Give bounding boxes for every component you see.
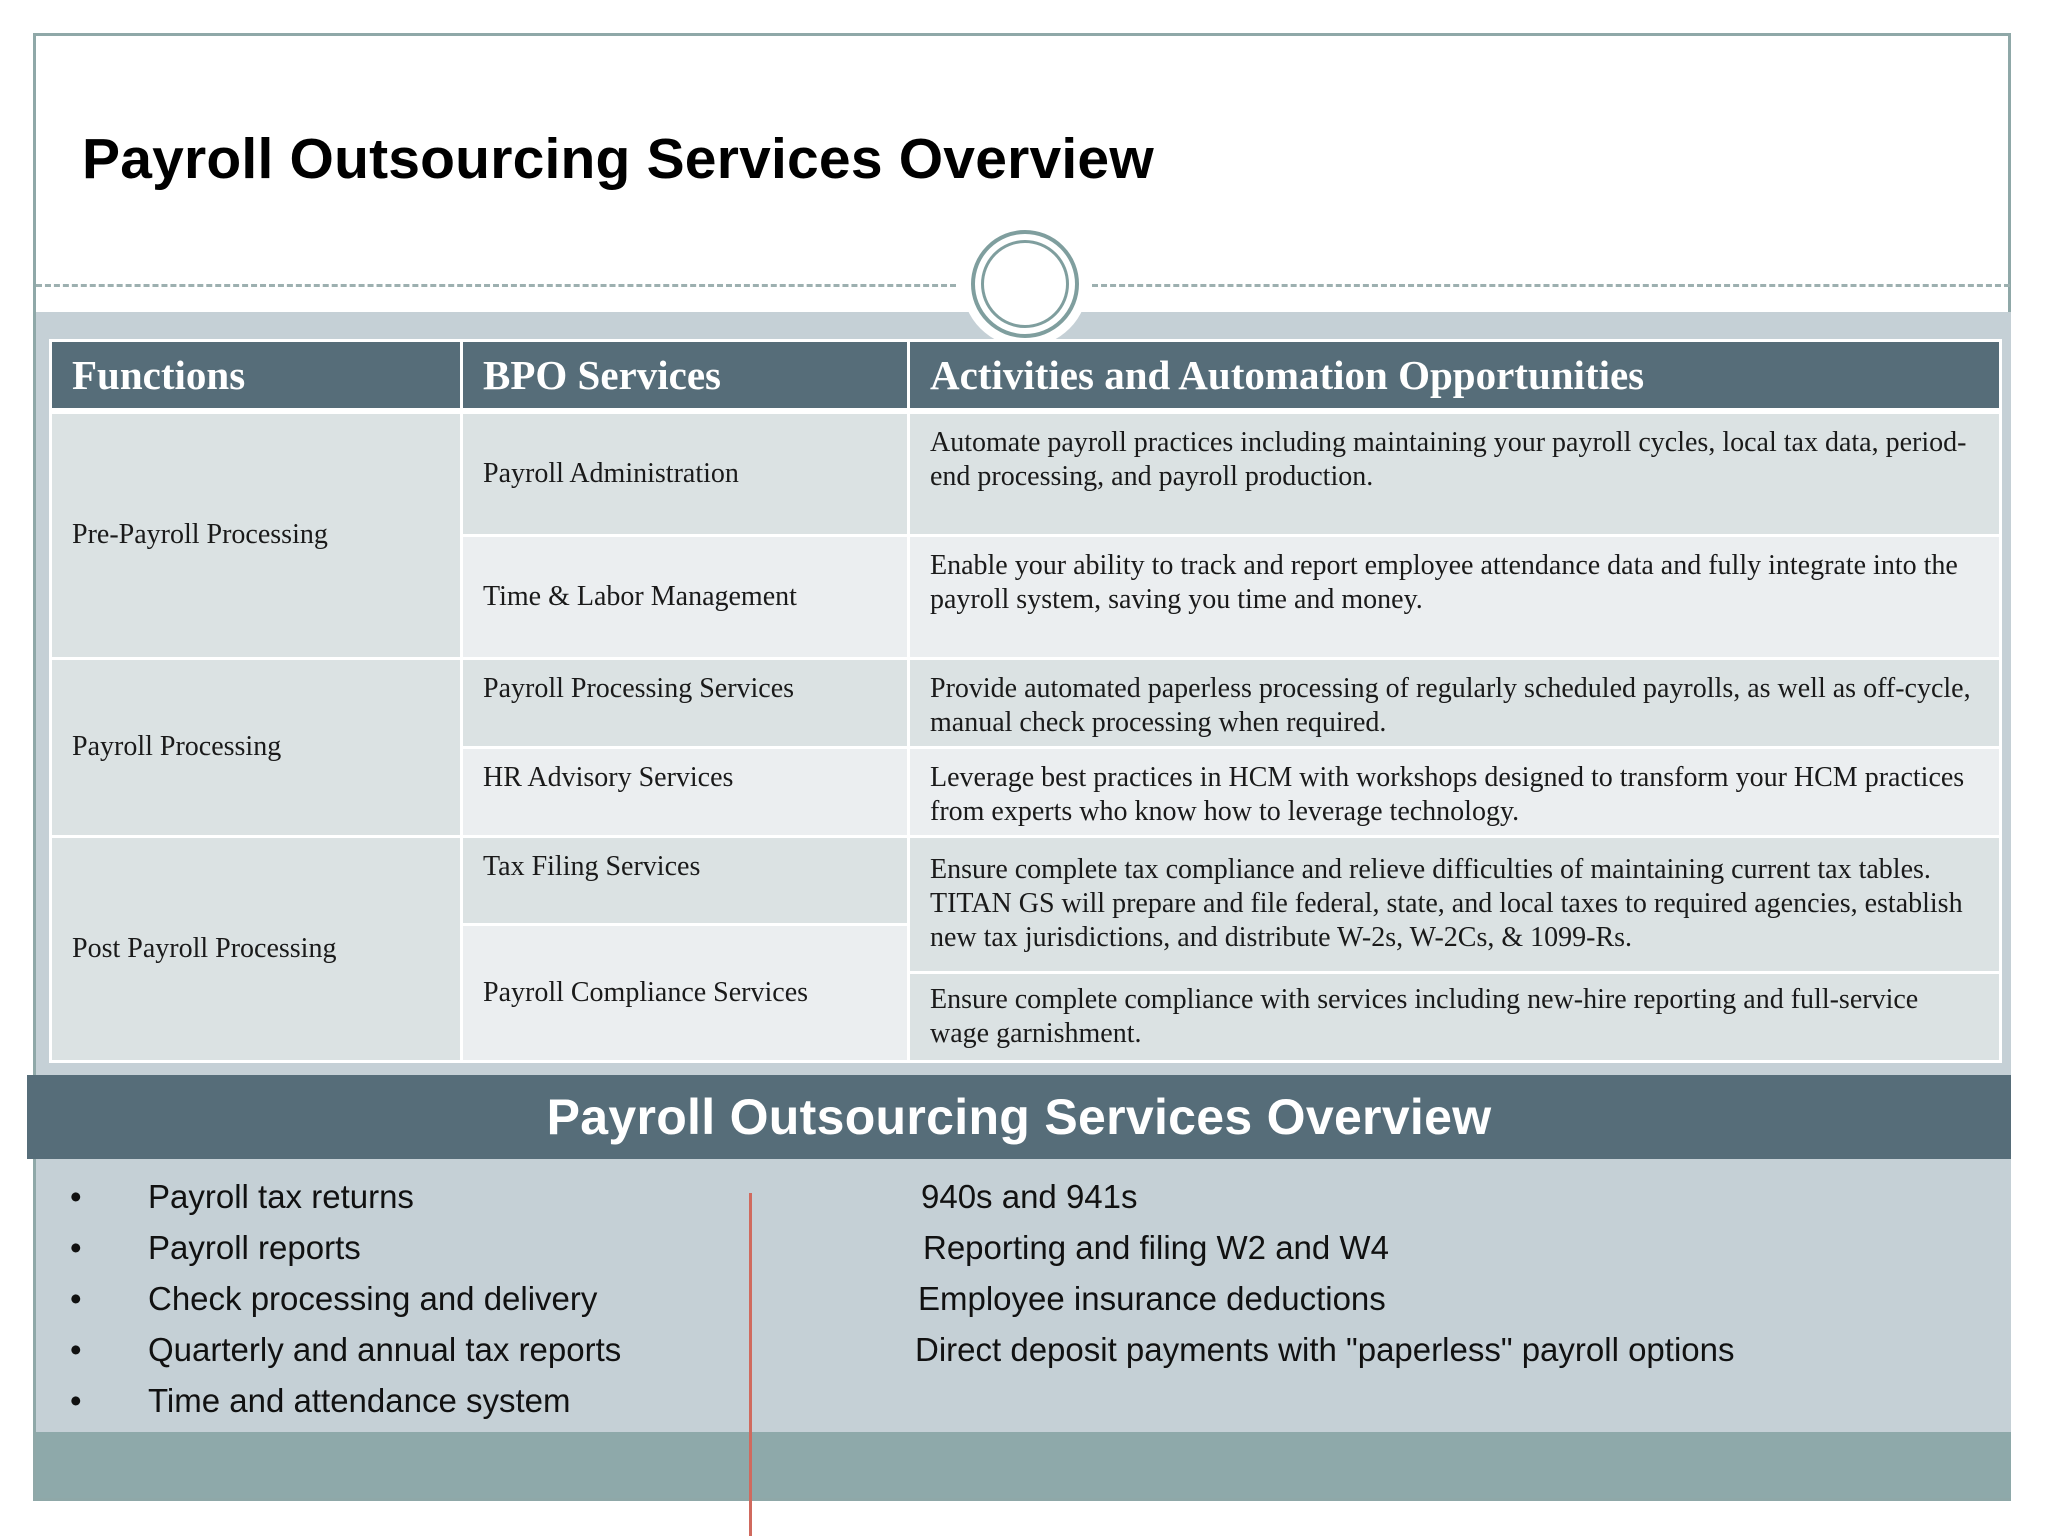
function-cell: Payroll Processing (51, 658, 462, 836)
bottom-strip (36, 1432, 2011, 1498)
dashed-divider-right (1092, 284, 2010, 287)
bullet-icon: • (70, 1382, 82, 1419)
bullet-icon: • (70, 1280, 82, 1317)
column-header-activities: Activities and Automation Opportunities (909, 341, 2001, 412)
function-cell: Post Payroll Processing (51, 836, 462, 1061)
list-item-text: Direct deposit payments with "paperless" payroll options (915, 1331, 1735, 1368)
service-cell: Time & Labor Management (462, 535, 909, 658)
service-cell: HR Advisory Services (462, 747, 909, 836)
list-item-text: Check processing and delivery (148, 1280, 598, 1317)
activity-cell: Ensure complete compliance with services including new-hire reporting and full-service wage garnishment. (909, 972, 2001, 1061)
circle-ornament-inner-ring (981, 240, 1069, 328)
red-vertical-line (749, 1193, 752, 1536)
activity-cell: Provide automated paperless processing of regularly scheduled payrolls, as well as off-cycle, manual check processing when required. (909, 658, 2001, 747)
dashed-divider-left (36, 284, 956, 287)
slide-title: Payroll Outsourcing Services Overview (82, 127, 1154, 191)
service-cell: Payroll Compliance Services (462, 924, 909, 1061)
column-header-bpo-services: BPO Services (462, 341, 909, 412)
service-cell: Tax Filing Services (462, 836, 909, 924)
overview-heading-bar: Payroll Outsourcing Services Overview (27, 1075, 2011, 1159)
list-item-text: 940s and 941s (921, 1178, 1138, 1215)
activity-cell: Ensure complete tax compliance and relieve difficulties of maintaining current tax tables. TITAN GS will prepare and file federal, state, and local taxes to required agencies, establish new tax jurisdictions, and distribute W-2s, W-2Cs, & 1099-Rs. (909, 836, 2001, 972)
list-item-text: Time and attendance system (148, 1382, 571, 1419)
list-item-text: Employee insurance deductions (918, 1280, 1386, 1317)
service-cell: Payroll Processing Services (462, 658, 909, 747)
service-cell: Payroll Administration (462, 411, 909, 535)
function-cell: Pre-Payroll Processing (51, 411, 462, 658)
table-header-row (51, 341, 2001, 412)
list-item-text: Payroll reports (148, 1229, 361, 1266)
services-table (49, 339, 2002, 1063)
activity-cell: Enable your ability to track and report employee attendance data and fully integrate into the payroll system, saving you time and money. (909, 535, 2001, 658)
table-row (51, 411, 2001, 535)
column-header-functions: Functions (51, 341, 462, 412)
table-row (51, 836, 2001, 924)
table-row (51, 658, 2001, 747)
activity-cell: Automate payroll practices including maintaining your payroll cycles, local tax data, period-end processing, and payroll production. (909, 411, 2001, 535)
bullet-icon: • (70, 1331, 82, 1368)
activity-cell: Leverage best practices in HCM with workshops designed to transform your HCM practices from experts who know how to leverage technology. (909, 747, 2001, 836)
list-item-text: Quarterly and annual tax reports (148, 1331, 622, 1368)
list-item-text: Payroll tax returns (148, 1178, 414, 1215)
bullet-icon: • (70, 1229, 82, 1266)
bullet-icon: • (70, 1178, 82, 1215)
list-item-text: Reporting and filing W2 and W4 (923, 1229, 1389, 1266)
